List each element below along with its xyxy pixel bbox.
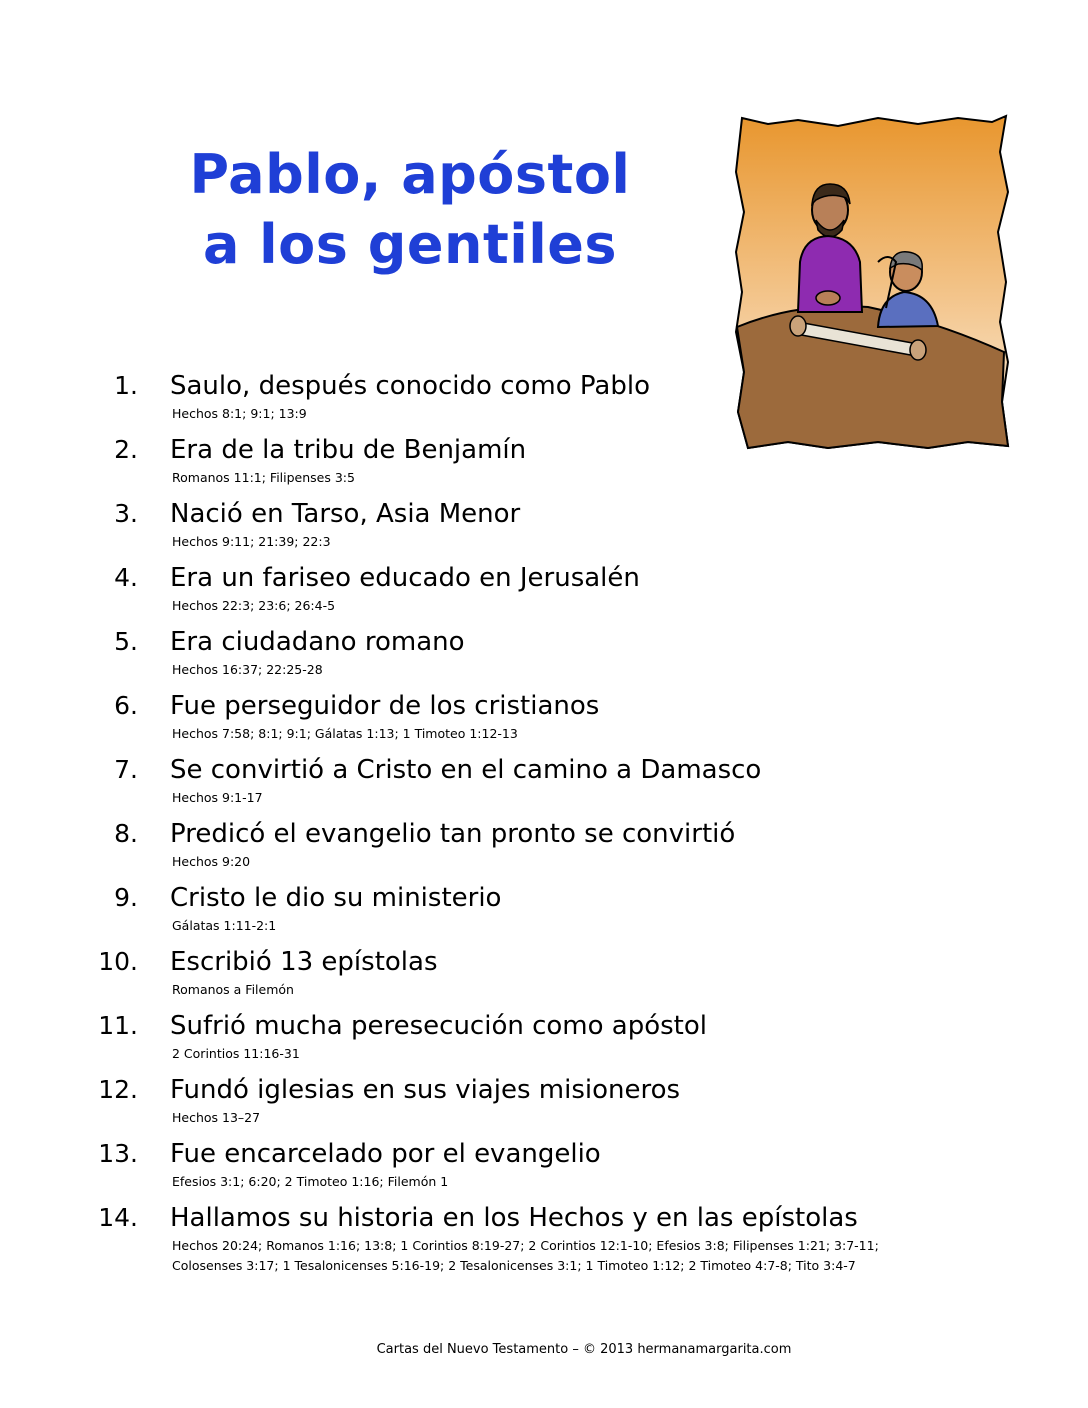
item-reference: Hechos 20:24; Romanos 1:16; 13:8; 1 Corintios 8:19-27; 2 Corintios 12:1-10; Efesios 3:8; Filipenses 1:21; 3:7-11; Colosenses 3:17; 1 Tesalonicenses 5:16-19; 2 Tesalonicenses 3:1; 1 Timoteo 1:12; 2 Timoteo 4:7-8; Tito 3:4-7 xyxy=(172,1238,879,1273)
item-number: 8. xyxy=(114,819,138,848)
item-text: Predicó el evangelio tan pronto se convirtió xyxy=(170,819,736,849)
item-number: 1. xyxy=(114,371,138,400)
item-number: 9. xyxy=(114,883,138,912)
item-number: 2. xyxy=(114,435,138,464)
footer xyxy=(0,1342,1088,1357)
item-text: Se convirtió a Cristo en el camino a Damasco xyxy=(170,755,762,785)
item-reference: Hechos 22:3; 23:6; 26:4-5 xyxy=(172,598,336,613)
item-text: Era ciudadano romano xyxy=(170,627,465,657)
item-text: Era de la tribu de Benjamín xyxy=(170,435,527,465)
item-number: 6. xyxy=(114,691,138,720)
item-reference: Efesios 3:1; 6:20; 2 Timoteo 1:16; Filemón 1 xyxy=(172,1174,449,1189)
item-text: Cristo le dio su ministerio xyxy=(170,883,502,913)
item-number: 4. xyxy=(114,563,138,592)
item-number: 3. xyxy=(114,499,138,528)
item-number: 10. xyxy=(98,947,138,976)
item-reference: Hechos 9:11; 21:39; 22:3 xyxy=(172,534,331,549)
item-text: Fundó iglesias en sus viajes misioneros xyxy=(170,1075,681,1105)
item-text: Escribió 13 epístolas xyxy=(170,947,438,977)
paul-and-scribe-illustration xyxy=(728,112,1012,452)
item-number: 5. xyxy=(114,627,138,656)
item-reference: Hechos 7:58; 8:1; 9:1; Gálatas 1:13; 1 Timoteo 1:12-13 xyxy=(172,726,518,741)
item-number: 12. xyxy=(98,1075,138,1104)
item-reference: Hechos 9:20 xyxy=(172,854,251,869)
item-text: Fue encarcelado por el evangelio xyxy=(170,1139,601,1169)
item-text: Sufrió mucha peresecución como apóstol xyxy=(170,1011,708,1041)
item-text: Nació en Tarso, Asia Menor xyxy=(170,499,521,529)
item-number: 11. xyxy=(98,1011,138,1040)
page-title xyxy=(150,140,670,280)
item-reference: Hechos 9:1-17 xyxy=(172,790,263,805)
item-reference: Hechos 8:1; 9:1; 13:9 xyxy=(172,406,307,421)
item-number: 13. xyxy=(98,1139,138,1168)
item-number: 14. xyxy=(98,1203,138,1232)
item-text: Saulo, después conocido como Pablo xyxy=(170,371,650,401)
title-line-2: a los gentiles xyxy=(202,213,618,276)
item-number: 7. xyxy=(114,755,138,784)
item-text: Era un fariseo educado en Jerusalén xyxy=(170,563,640,593)
item-reference: Romanos a Filemón xyxy=(172,982,294,997)
item-reference: Hechos 13–27 xyxy=(172,1110,261,1125)
item-reference: Hechos 16:37; 22:25-28 xyxy=(172,662,323,677)
footer-text: Cartas del Nuevo Testamento – © 2013 hermanamargarita.com xyxy=(376,1342,792,1357)
item-reference: Romanos 11:1; Filipenses 3:5 xyxy=(172,470,355,485)
item-reference: Gálatas 1:11-2:1 xyxy=(172,918,277,933)
item-text: Fue perseguidor de los cristianos xyxy=(170,691,600,721)
item-text: Hallamos su historia en los Hechos y en las epístolas xyxy=(170,1203,858,1233)
title-line-1: Pablo, apóstol xyxy=(189,143,631,206)
item-reference: 2 Corintios 11:16-31 xyxy=(172,1046,300,1061)
